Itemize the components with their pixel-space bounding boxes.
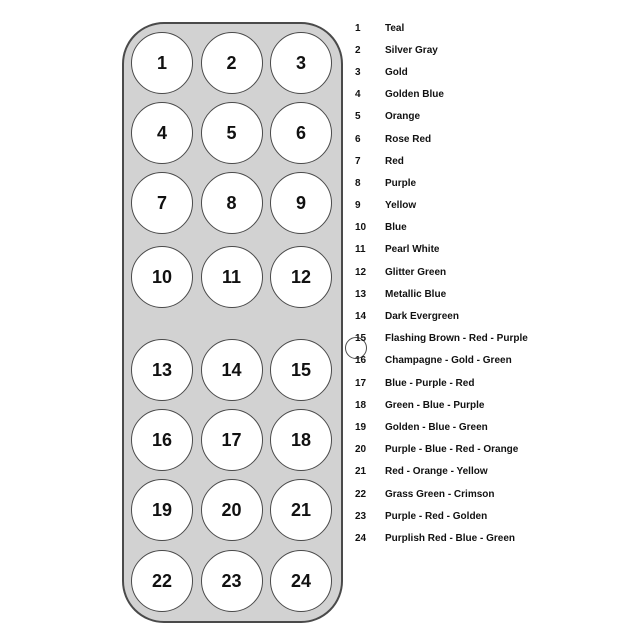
well-15: 15 <box>270 339 332 401</box>
legend-item-number: 20 <box>355 444 367 456</box>
legend-item-number: 8 <box>355 177 361 189</box>
legend-item-label: Orange <box>385 111 421 123</box>
well-23: 23 <box>201 550 263 612</box>
well-2: 2 <box>201 32 263 94</box>
legend-item-number: 15 <box>355 333 367 345</box>
legend-item <box>355 483 630 505</box>
legend-item <box>355 416 630 438</box>
legend-item <box>355 217 630 239</box>
legend-item-label: Golden - Blue - Green <box>385 421 488 433</box>
legend-item-label: Red - Orange - Yellow <box>385 466 488 478</box>
legend-item-label: Champagne - Gold - Green <box>385 355 512 367</box>
legend-item-number: 18 <box>355 399 367 411</box>
well-6: 6 <box>270 102 332 164</box>
legend-item-label: Pearl White <box>385 244 440 256</box>
legend-item-label: Red <box>385 155 404 167</box>
legend-item <box>355 39 630 61</box>
color-legend <box>355 17 630 550</box>
well-4: 4 <box>131 102 193 164</box>
legend-item-number: 21 <box>355 466 367 478</box>
legend-item-number: 3 <box>355 66 361 78</box>
well-20: 20 <box>201 479 263 541</box>
legend-item-number: 14 <box>355 311 367 323</box>
legend-item-label: Dark Evergreen <box>385 311 459 323</box>
legend-item-number: 13 <box>355 288 367 300</box>
legend-item-label: Gold <box>385 66 408 78</box>
legend-item <box>355 128 630 150</box>
legend-item <box>355 350 630 372</box>
legend-item <box>355 305 630 327</box>
well-18: 18 <box>270 409 332 471</box>
legend-item <box>355 61 630 83</box>
legend-item <box>355 150 630 172</box>
well-5: 5 <box>201 102 263 164</box>
legend-item-number: 24 <box>355 532 367 544</box>
legend-item-label: Rose Red <box>385 133 432 145</box>
legend-item-label: Glitter Green <box>385 266 447 278</box>
legend-item <box>355 17 630 39</box>
well-9: 9 <box>270 172 332 234</box>
legend-item <box>355 328 630 350</box>
legend-item-number: 12 <box>355 266 367 278</box>
legend-item-number: 5 <box>355 111 361 123</box>
legend-item-label: Purple - Blue - Red - Orange <box>385 444 519 456</box>
legend-item <box>355 461 630 483</box>
legend-item-number: 7 <box>355 155 361 167</box>
well-17: 17 <box>201 409 263 471</box>
legend-item <box>355 84 630 106</box>
legend-item-label: Teal <box>385 22 405 34</box>
legend-item <box>355 106 630 128</box>
legend-item-label: Silver Gray <box>385 44 438 56</box>
legend-item <box>355 261 630 283</box>
legend-item <box>355 505 630 527</box>
legend-item <box>355 239 630 261</box>
well-22: 22 <box>131 550 193 612</box>
legend-item-label: Flashing Brown - Red - Purple <box>385 333 528 345</box>
well-21: 21 <box>270 479 332 541</box>
legend-item <box>355 394 630 416</box>
legend-item <box>355 372 630 394</box>
legend-item-label: Purplish Red - Blue - Green <box>385 532 516 544</box>
legend-item-label: Purple - Red - Golden <box>385 510 488 522</box>
legend-item-number: 23 <box>355 510 367 522</box>
legend-item-label: Blue - Purple - Red <box>385 377 475 389</box>
well-3: 3 <box>270 32 332 94</box>
legend-item-number: 19 <box>355 421 367 433</box>
legend-item <box>355 195 630 217</box>
legend-item-number: 2 <box>355 44 361 56</box>
well-12: 12 <box>270 246 332 308</box>
legend-item-number: 22 <box>355 488 367 500</box>
well-10: 10 <box>131 246 193 308</box>
legend-item <box>355 172 630 194</box>
legend-item <box>355 527 630 549</box>
well-19: 19 <box>131 479 193 541</box>
legend-item <box>355 439 630 461</box>
legend-item-number: 16 <box>355 355 367 367</box>
legend-item-label: Grass Green - Crimson <box>385 488 495 500</box>
legend-item-number: 17 <box>355 377 367 389</box>
legend-item-label: Green - Blue - Purple <box>385 399 485 411</box>
legend-item-label: Yellow <box>385 200 417 212</box>
well-7: 7 <box>131 172 193 234</box>
legend-item-label: Blue <box>385 222 407 234</box>
well-24: 24 <box>270 550 332 612</box>
legend-item-label: Metallic Blue <box>385 288 447 300</box>
well-1: 1 <box>131 32 193 94</box>
legend-item-label: Golden Blue <box>385 89 444 101</box>
legend-item <box>355 283 630 305</box>
legend-item-number: 1 <box>355 22 361 34</box>
well-11: 11 <box>201 246 263 308</box>
well-13: 13 <box>131 339 193 401</box>
legend-item-number: 9 <box>355 200 361 212</box>
legend-item-number: 11 <box>355 244 366 256</box>
well-14: 14 <box>201 339 263 401</box>
legend-item-number: 6 <box>355 133 361 145</box>
legend-item-number: 10 <box>355 222 367 234</box>
legend-item-number: 4 <box>355 89 361 101</box>
legend-item-label: Purple <box>385 177 417 189</box>
well-8: 8 <box>201 172 263 234</box>
well-16: 16 <box>131 409 193 471</box>
